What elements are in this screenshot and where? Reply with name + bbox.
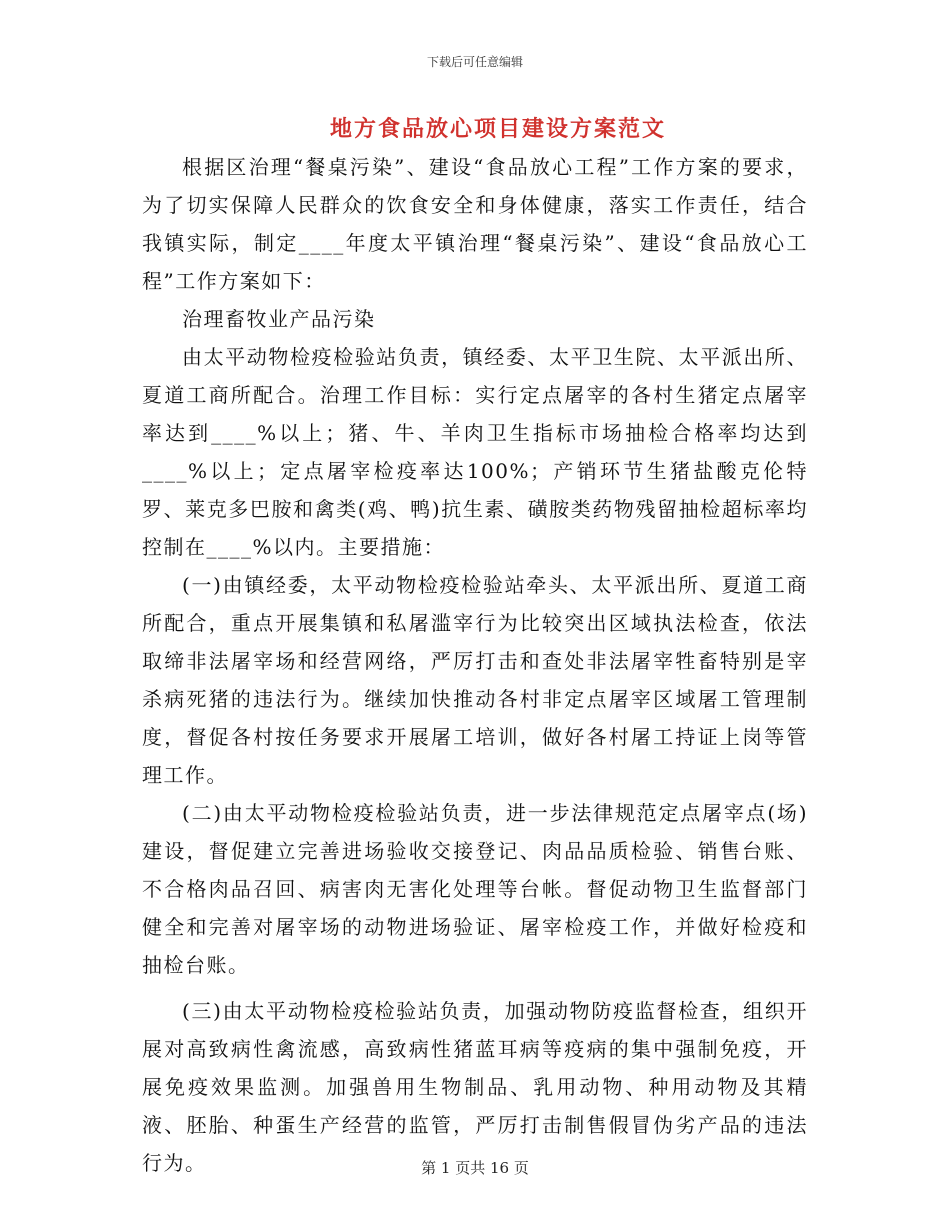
paragraph-goals: 由太平动物检疫检验站负责，镇经委、太平卫生院、太平派出所、夏道工商所配合。治理工作目标：实行定点屠宰的各村生猪定点屠宰率达到____%以上；猪、牛、羊肉卫生指标市场抽检合格率均达到____%以上；定点屠宰检疫率达100%；产销环节生猪盐酸克伦特罗、莱克多巴胺和禽类(鸡、鸭)抗生素、磺胺类药物残留抽检超标率均控制在____%以内。主要措施： xyxy=(142,345,808,559)
page-number: 第 1 页共 16 页 xyxy=(421,1159,529,1177)
header-note: 下载后可任意编辑 xyxy=(426,55,523,69)
paragraph-measure-2: (二)由太平动物检疫检验站负责，进一步法律规范定点屠宰点(场)建设，督促建立完善进场验收交接登记、肉品品质检验、销售台账、不合格肉品召回、病害肉无害化处理等台帐。督促动物卫生监督部门健全和完善对屠宰场的动物进场验证、屠宰检疫工作，并做好检疫和抽检台账。 xyxy=(142,801,808,977)
paragraph-intro: 根据区治理“餐桌污染”、建设“食品放心工程”工作方案的要求，为了切实保障人民群众的饮食安全和身体健康，落实工作责任，结合我镇实际，制定____年度太平镇治理“餐桌污染”、建设“食品放心工程”工作方案如下： xyxy=(142,155,808,293)
section-heading: 治理畜牧业产品污染 xyxy=(182,307,376,331)
paragraph-spacer xyxy=(142,984,808,992)
document-title: 地方食品放心项目建设方案范文 xyxy=(329,116,666,142)
document-body xyxy=(142,148,808,1182)
paragraph-measure-1: (一)由镇经委，太平动物检疫检验站牵头、太平派出所、夏道工商所配合，重点开展集镇和私屠滥宰行为比较突出区域执法检查，依法取缔非法屠宰场和经营网络，严厉打击和查处非法屠宰牲畜特别是宰杀病死猪的违法行为。继续加快推动各村非定点屠宰区域屠工管理制度，督促各村按任务要求开展屠工培训，做好各村屠工持证上岗等管理工作。 xyxy=(142,573,808,787)
paragraph-measure-3: (三)由太平动物检疫检验站负责，加强动物防疫监督检查，组织开展对高致病性禽流感，高致病性猪蓝耳病等疫病的集中强制免疫，开展免疫效果监测。加强兽用生物制品、乳用动物、种用动物及其精液、胚胎、种蛋生产经营的监管，严厉打击制售假冒伪劣产品的违法行为。 xyxy=(142,999,808,1175)
